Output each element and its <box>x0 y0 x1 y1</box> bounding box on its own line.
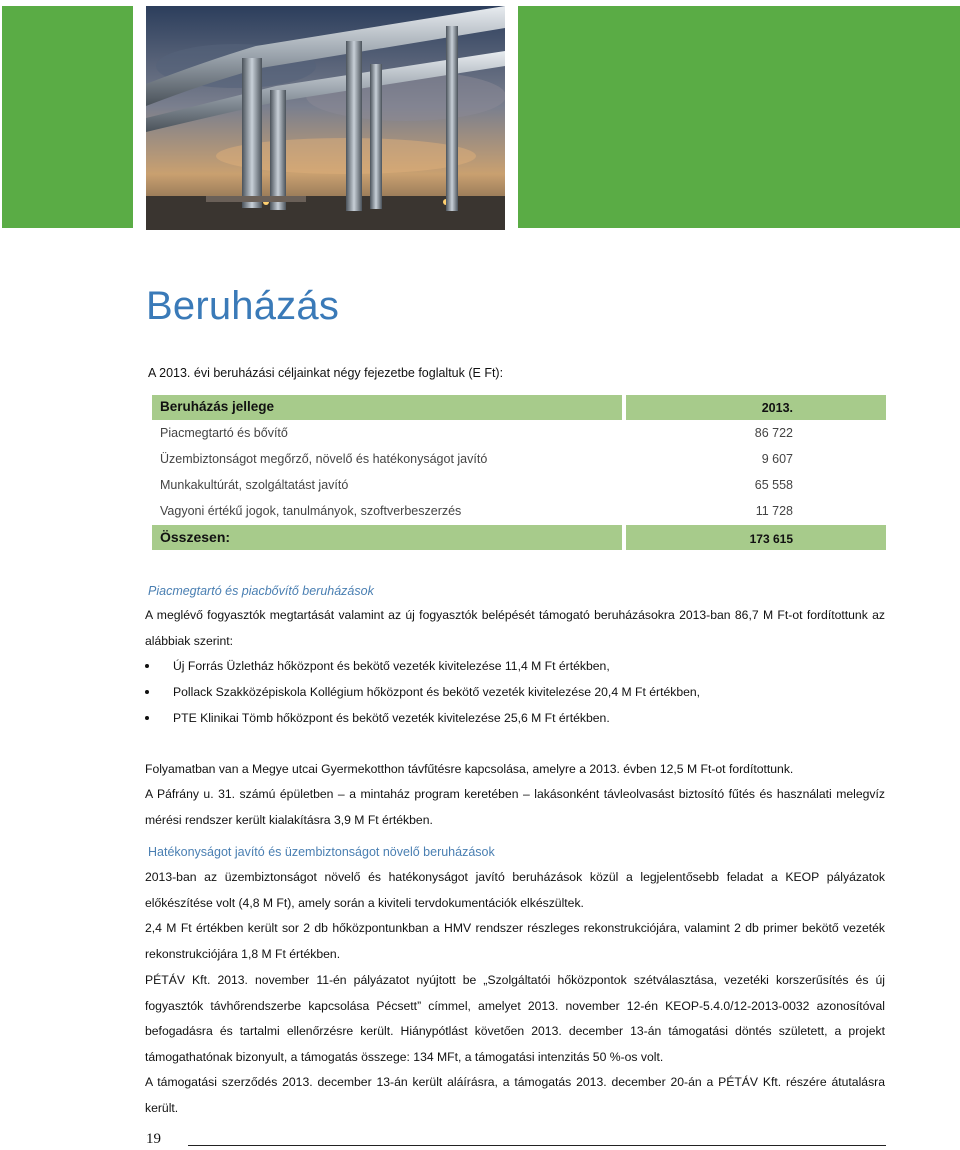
intro-text: A 2013. évi beruházási céljainkat négy fejezetbe foglaltuk (E Ft): <box>148 366 504 380</box>
bullet-dot-icon <box>145 716 149 720</box>
paragraph: A támogatási szerződés 2013. december 13-án került aláírásra, a támogatás 2013. december 20-án a PÉTÁV Kft. részére átutalásra került. <box>145 1075 885 1115</box>
paragraph: Folyamatban van a Megye utcai Gyermekotthon távfűtésre kapcsolása, amelyre a 2013. évben 12,5 M Ft-ot fordítottunk. <box>145 762 794 776</box>
total-value: 173 615 <box>749 532 793 546</box>
section-heading-market: Piacmegtartó és piacbővítő beruházások <box>148 584 374 598</box>
bullet-dot-icon <box>145 664 149 668</box>
table-row <box>152 421 886 447</box>
page-title: Beruházás <box>146 284 340 328</box>
table-header-label: Beruházás jellege <box>160 399 275 414</box>
list-item-text: PTE Klinikai Tömb hőközpont és bekötő vezeték kivitelezése 25,6 M Ft értékben. <box>173 711 610 725</box>
table-header-year: 2013. <box>761 401 793 415</box>
green-decor-block-left <box>2 6 133 228</box>
paragraph: 2,4 M Ft értékben került sor 2 db hőközpontunkban a HMV rendszer részleges rekonstrukciójára, valamint 2 db primer bekötő vezeték rekonstrukciójára 1,8 M Ft értékben. <box>145 921 885 961</box>
bullet-dot-icon <box>145 690 149 694</box>
list-item-text: Új Forrás Üzletház hőközpont és bekötő vezeték kivitelezése 11,4 M Ft értékben, <box>173 659 610 673</box>
row-value: 86 722 <box>754 426 793 440</box>
row-label: Piacmegtartó és bővítő <box>160 426 288 440</box>
paragraph: 2013-ban az üzembiztonságot növelő és hatékonyságot javító beruházások közül a legjelentősebb feladat a KEOP pályázatok előkészítése volt (4,8 M Ft), amely során a kiviteli tervdokumentációk elkészültek. <box>145 870 885 910</box>
paragraph: A Páfrány u. 31. számú épületben – a mintaház program keretében – lakásonként távleolvasást biztosító fűtés és használati melegvíz mérési rendszer került kialakításra 3,9 M Ft értékben. <box>145 787 885 827</box>
table-row <box>152 447 886 473</box>
investment-table <box>152 395 886 551</box>
paragraph: A meglévő fogyasztók megtartását valamint az új fogyasztók belépését támogató beruházásokra 2013-ban 86,7 M Ft-ot fordítottunk az alábbiak szerint: <box>145 608 885 648</box>
section-heading-efficiency: Hatékonyságot javító és üzembiztonságot növelő beruházások <box>148 845 495 859</box>
row-label: Üzembiztonságot megőrző, növelő és hatékonyságot javító <box>160 452 488 466</box>
green-decor-block-right <box>518 6 960 228</box>
row-label: Vagyoni értékű jogok, tanulmányok, szoftverbeszerzés <box>160 504 462 518</box>
page-number: 19 <box>146 1131 161 1147</box>
list-item-text: Pollack Szakközépiskola Kollégium hőközpont és bekötő vezeték kivitelezése 20,4 M Ft értékben, <box>173 685 701 699</box>
row-value: 9 607 <box>761 452 793 466</box>
table-header-row <box>152 395 886 421</box>
row-value: 11 728 <box>755 504 793 518</box>
table-row <box>152 473 886 499</box>
row-value: 65 558 <box>754 478 793 492</box>
row-label: Munkakultúrát, szolgáltatást javító <box>160 478 349 492</box>
total-label: Összesen: <box>160 529 231 545</box>
pipelines-photo <box>146 6 505 230</box>
table-row <box>152 499 886 525</box>
footer-divider <box>188 1145 886 1146</box>
paragraph: PÉTÁV Kft. 2013. november 11-én pályázatot nyújtott be „Szolgáltatói hőközpontok szétválasztása, vezetéki korszerűsítés és új fogyasztók távhőrendszerbe kapcsolása Pécsett” címmel, amelyet 2013. november 12-én KEOP-5.4.0/12-2013-0032 azonosítóval befogadásra és tartalmi ellenőrzésre került. Hiánypótlást követően 2013. december 13-án támogatási döntés született, a projekt támogathatónak bizonyult, a támogatás összege: 134 MFt, a támogatási intenzitás 50 %-os volt. <box>145 973 885 1064</box>
table-total-row <box>152 525 886 551</box>
